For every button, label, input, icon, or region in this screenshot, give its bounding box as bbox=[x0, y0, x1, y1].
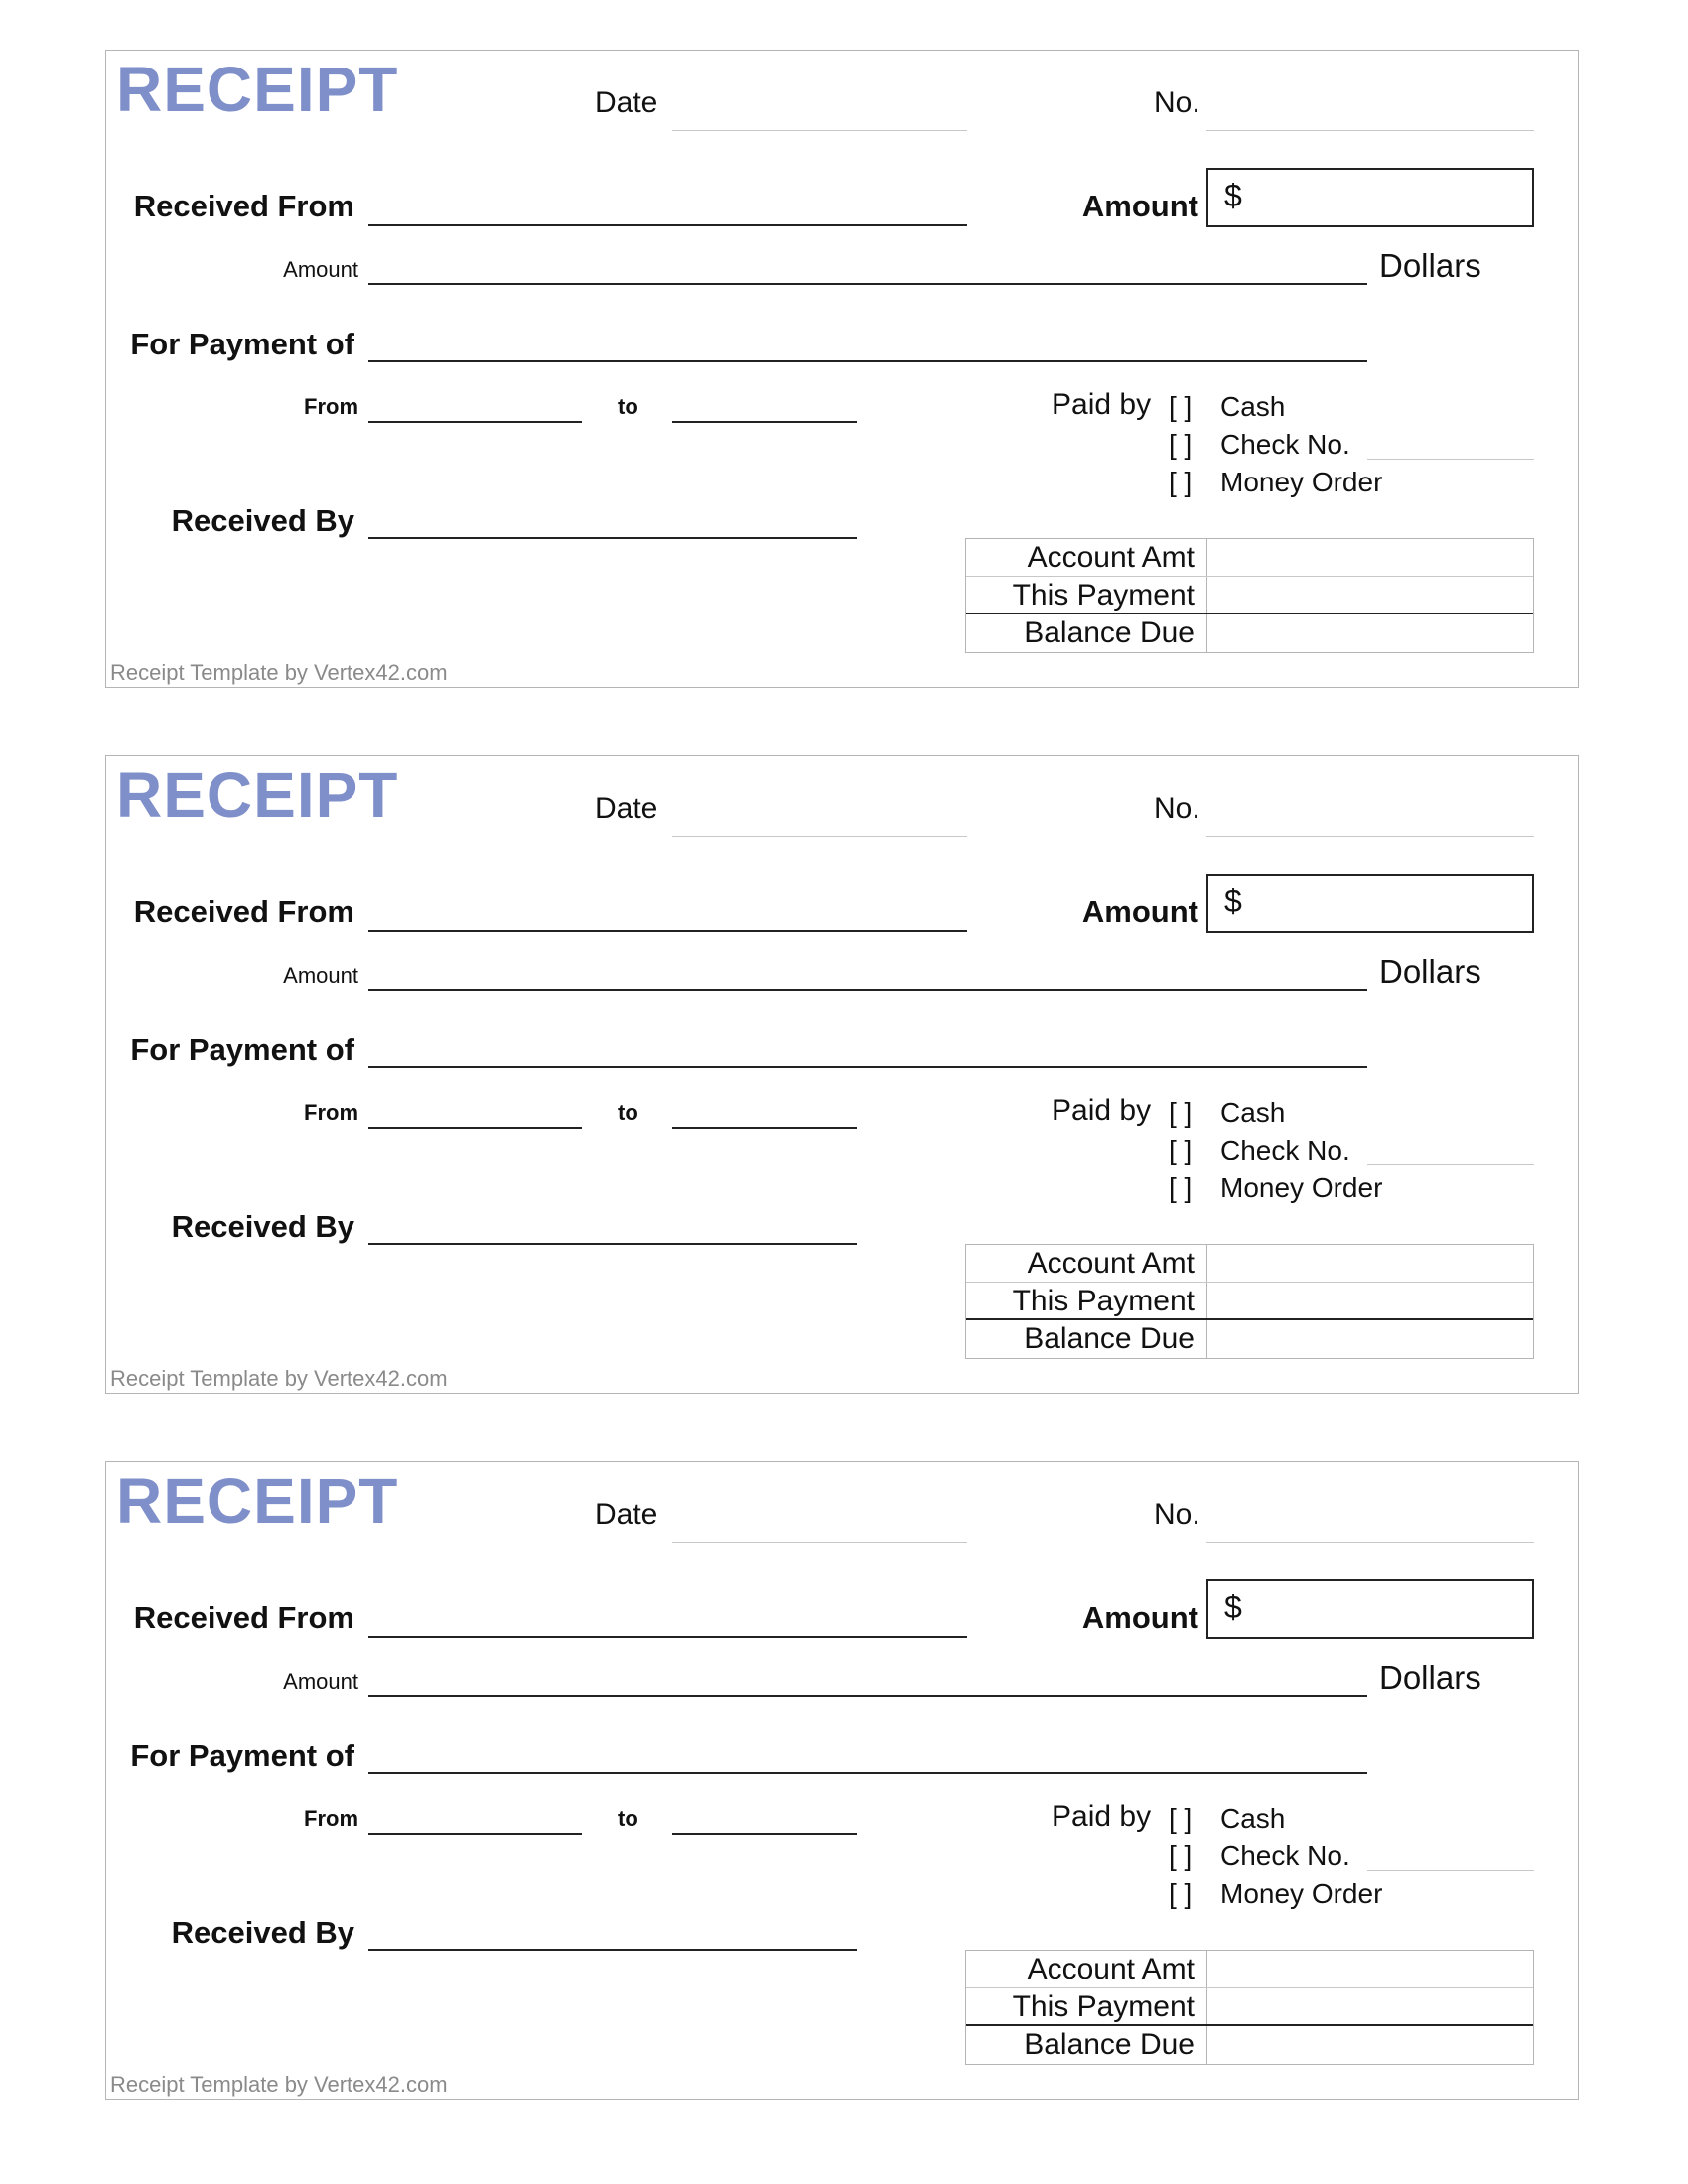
amount-field[interactable] bbox=[1206, 168, 1534, 227]
for-payment-field[interactable] bbox=[368, 360, 1367, 362]
check-label: Check No. bbox=[1220, 429, 1350, 460]
received-by-field[interactable] bbox=[368, 537, 857, 539]
amount-field[interactable] bbox=[1206, 1579, 1534, 1639]
from-field[interactable] bbox=[368, 1127, 582, 1129]
receipt-number-field[interactable] bbox=[1206, 1542, 1534, 1543]
this-payment-label: This Payment bbox=[966, 1283, 1207, 1318]
check-checkbox[interactable]: [ ] bbox=[1169, 429, 1193, 460]
received-from-field[interactable] bbox=[368, 224, 967, 226]
balance-due-label: Balance Due bbox=[966, 2026, 1207, 2064]
cash-label: Cash bbox=[1220, 391, 1286, 422]
amount-field[interactable] bbox=[1206, 874, 1534, 933]
amount-words-label: Amount bbox=[283, 1669, 358, 1694]
dollars-label: Dollars bbox=[1379, 1659, 1481, 1696]
check-checkbox[interactable]: [ ] bbox=[1169, 1135, 1193, 1165]
this-payment-label: This Payment bbox=[966, 577, 1207, 613]
paid-by-label: Paid by bbox=[1052, 1800, 1152, 1833]
this-payment-label: This Payment bbox=[966, 1988, 1207, 2024]
for-payment-label: For Payment of bbox=[130, 1032, 354, 1067]
this-payment-row bbox=[966, 577, 1533, 614]
receipt-form-2 bbox=[105, 755, 1579, 1394]
receipt-title: RECEIPT bbox=[116, 1465, 399, 1537]
account-amt-label: Account Amt bbox=[966, 1951, 1207, 1987]
money-order-checkbox[interactable]: [ ] bbox=[1169, 467, 1193, 497]
date-field[interactable] bbox=[672, 130, 967, 131]
amount-words-field[interactable] bbox=[368, 283, 1367, 285]
account-amt-row bbox=[966, 1951, 1533, 1988]
from-label: From bbox=[304, 1806, 358, 1831]
receipt-number-label: No. bbox=[1154, 86, 1200, 119]
balance-due-value[interactable] bbox=[1207, 614, 1533, 652]
receipt-number-field[interactable] bbox=[1206, 836, 1534, 837]
receipt-title: RECEIPT bbox=[116, 759, 399, 831]
template-credit: Receipt Template by Vertex42.com bbox=[110, 1366, 448, 1391]
account-amt-label: Account Amt bbox=[966, 539, 1207, 576]
received-by-label: Received By bbox=[171, 1915, 354, 1950]
for-payment-label: For Payment of bbox=[130, 1738, 354, 1773]
cash-label: Cash bbox=[1220, 1097, 1286, 1128]
dollar-sign: $ bbox=[1224, 1589, 1242, 1625]
balance-due-row bbox=[966, 614, 1533, 652]
balance-due-value[interactable] bbox=[1207, 2026, 1533, 2064]
cash-checkbox[interactable]: [ ] bbox=[1169, 391, 1193, 422]
from-field[interactable] bbox=[368, 421, 582, 423]
receipt-title: RECEIPT bbox=[116, 54, 399, 125]
balance-due-label: Balance Due bbox=[966, 1320, 1207, 1358]
to-field[interactable] bbox=[672, 1127, 857, 1129]
amount-label: Amount bbox=[1081, 894, 1198, 929]
this-payment-value[interactable] bbox=[1207, 1988, 1533, 2024]
account-amt-label: Account Amt bbox=[966, 1245, 1207, 1282]
payment-summary-table bbox=[965, 1244, 1534, 1359]
amount-words-field[interactable] bbox=[368, 989, 1367, 991]
dollars-label: Dollars bbox=[1379, 247, 1481, 284]
date-field[interactable] bbox=[672, 836, 967, 837]
received-from-field[interactable] bbox=[368, 930, 967, 932]
account-amt-row bbox=[966, 1245, 1533, 1283]
check-label: Check No. bbox=[1220, 1135, 1350, 1165]
check-number-field[interactable] bbox=[1367, 1164, 1534, 1165]
cash-checkbox[interactable]: [ ] bbox=[1169, 1097, 1193, 1128]
this-payment-row bbox=[966, 1283, 1533, 1320]
received-by-label: Received By bbox=[171, 1209, 354, 1244]
to-field[interactable] bbox=[672, 1833, 857, 1835]
from-field[interactable] bbox=[368, 1833, 582, 1835]
dollar-sign: $ bbox=[1224, 884, 1242, 919]
received-from-label: Received From bbox=[133, 894, 354, 929]
receipt-form-3 bbox=[105, 1461, 1579, 2100]
payment-summary-table bbox=[965, 1950, 1534, 2065]
this-payment-value[interactable] bbox=[1207, 1283, 1533, 1318]
account-amt-row bbox=[966, 539, 1533, 577]
to-label: to bbox=[618, 1100, 638, 1125]
money-order-label: Money Order bbox=[1220, 1172, 1383, 1203]
check-checkbox[interactable]: [ ] bbox=[1169, 1841, 1193, 1871]
from-label: From bbox=[304, 1100, 358, 1125]
check-label: Check No. bbox=[1220, 1841, 1350, 1871]
to-label: to bbox=[618, 1806, 638, 1831]
received-by-field[interactable] bbox=[368, 1949, 857, 1951]
amount-label: Amount bbox=[1081, 1600, 1198, 1635]
balance-due-row bbox=[966, 1320, 1533, 1358]
to-label: to bbox=[618, 394, 638, 419]
received-by-label: Received By bbox=[171, 503, 354, 538]
check-number-field[interactable] bbox=[1367, 1870, 1534, 1871]
amount-words-label: Amount bbox=[283, 257, 358, 282]
received-from-label: Received From bbox=[133, 1600, 354, 1635]
template-credit: Receipt Template by Vertex42.com bbox=[110, 660, 448, 685]
check-number-field[interactable] bbox=[1367, 459, 1534, 460]
receipt-form-1 bbox=[105, 50, 1579, 688]
to-field[interactable] bbox=[672, 421, 857, 423]
paid-by-label: Paid by bbox=[1052, 1094, 1152, 1127]
dollars-label: Dollars bbox=[1379, 953, 1481, 990]
cash-checkbox[interactable]: [ ] bbox=[1169, 1803, 1193, 1834]
account-amt-value[interactable] bbox=[1207, 1245, 1533, 1282]
money-order-checkbox[interactable]: [ ] bbox=[1169, 1878, 1193, 1909]
received-from-field[interactable] bbox=[368, 1636, 967, 1638]
paid-by-label: Paid by bbox=[1052, 388, 1152, 421]
this-payment-row bbox=[966, 1988, 1533, 2026]
account-amt-value[interactable] bbox=[1207, 539, 1533, 576]
amount-words-label: Amount bbox=[283, 963, 358, 988]
template-credit: Receipt Template by Vertex42.com bbox=[110, 2072, 448, 2097]
balance-due-value[interactable] bbox=[1207, 1320, 1533, 1358]
amount-label: Amount bbox=[1081, 189, 1198, 223]
this-payment-value[interactable] bbox=[1207, 577, 1533, 613]
money-order-checkbox[interactable]: [ ] bbox=[1169, 1172, 1193, 1203]
receipt-number-label: No. bbox=[1154, 1498, 1200, 1531]
received-from-label: Received From bbox=[133, 189, 354, 223]
date-label: Date bbox=[595, 792, 658, 825]
receipt-number-label: No. bbox=[1154, 792, 1200, 825]
balance-due-label: Balance Due bbox=[966, 614, 1207, 652]
date-field[interactable] bbox=[672, 1542, 967, 1543]
money-order-label: Money Order bbox=[1220, 1878, 1383, 1909]
cash-label: Cash bbox=[1220, 1803, 1286, 1834]
money-order-label: Money Order bbox=[1220, 467, 1383, 497]
received-by-field[interactable] bbox=[368, 1243, 857, 1245]
payment-summary-table bbox=[965, 538, 1534, 653]
dollar-sign: $ bbox=[1224, 178, 1242, 213]
from-label: From bbox=[304, 394, 358, 419]
for-payment-field[interactable] bbox=[368, 1772, 1367, 1774]
for-payment-field[interactable] bbox=[368, 1066, 1367, 1068]
amount-words-field[interactable] bbox=[368, 1695, 1367, 1697]
for-payment-label: For Payment of bbox=[130, 327, 354, 361]
balance-due-row bbox=[966, 2026, 1533, 2064]
receipt-number-field[interactable] bbox=[1206, 130, 1534, 131]
date-label: Date bbox=[595, 1498, 658, 1531]
date-label: Date bbox=[595, 86, 658, 119]
account-amt-value[interactable] bbox=[1207, 1951, 1533, 1987]
